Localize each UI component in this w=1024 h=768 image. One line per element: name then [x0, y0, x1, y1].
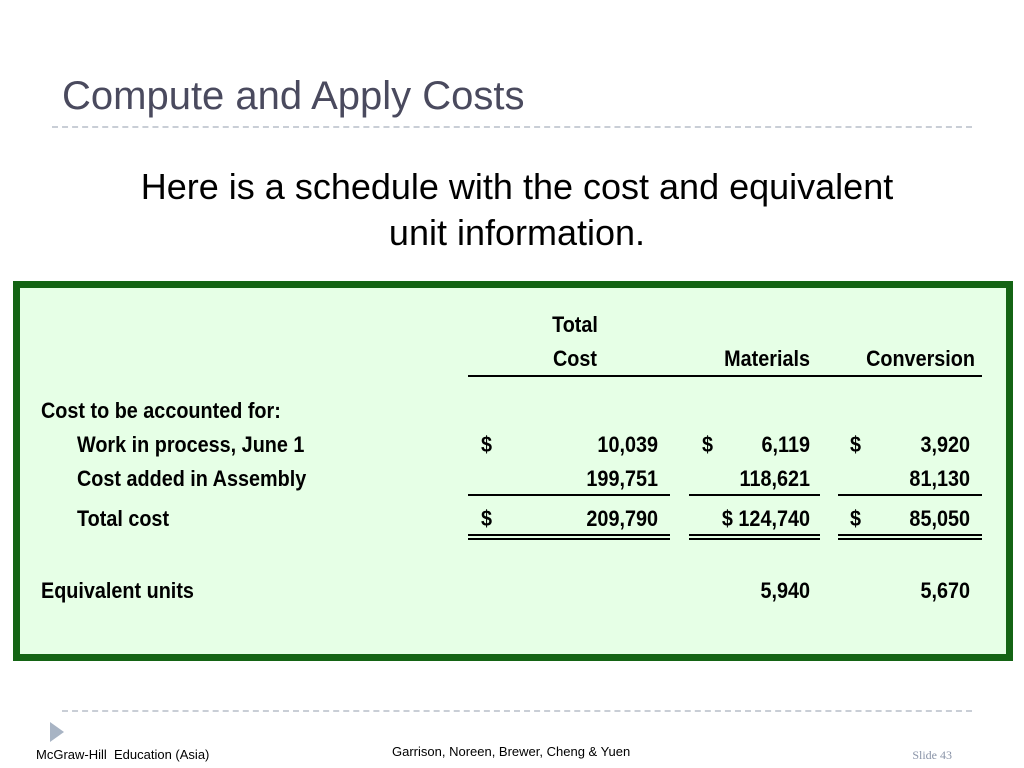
slide-subtitle [62, 164, 972, 256]
row-added-conversion: 81,130 [909, 466, 970, 491]
equivalent-units-label: Equivalent units [41, 578, 194, 603]
total-row-label: Total cost [77, 506, 170, 531]
equivalent-units-materials: 5,940 [760, 578, 810, 603]
cost-schedule-table [13, 281, 1013, 661]
row-wip-conversion: 3,920 [920, 432, 970, 457]
total-row-total-currency: $ [481, 506, 493, 531]
footer-divider [62, 710, 972, 712]
row-added-total: 199,751 [586, 466, 658, 491]
subtitle-line-2: unit information. [388, 212, 646, 253]
header-underline [468, 375, 982, 377]
row-wip-conversion-currency: $ [850, 432, 862, 457]
total-row-conversion: 85,050 [909, 506, 970, 531]
subtotal-rule-conversion [838, 494, 982, 496]
row-wip-materials: 6,119 [761, 432, 810, 457]
header-total-line2: Cost [552, 346, 597, 371]
section-label: Cost to be accounted for: [41, 398, 281, 423]
total-double-rule-total [468, 534, 670, 540]
header-materials: Materials [724, 346, 810, 371]
subtitle-line-1: Here is a schedule with the cost and equivalent [140, 166, 894, 207]
row-added-materials: 118,621 [739, 466, 810, 491]
equivalent-units-conversion: 5,670 [920, 578, 970, 603]
total-row-materials: $ 124,740 [721, 506, 810, 531]
row-wip-materials-currency: $ [702, 432, 714, 457]
total-double-rule-conversion [838, 534, 982, 540]
footer-publisher: McGraw-Hill Education (Asia) [36, 747, 210, 762]
title-divider [52, 126, 972, 128]
slide-title: Compute and Apply Costs [62, 74, 525, 118]
play-arrow-icon [50, 722, 64, 742]
subtotal-rule-total [468, 494, 670, 496]
row-label-added: Cost added in Assembly [77, 466, 307, 491]
total-row-total: 209,790 [586, 506, 658, 531]
total-row-conversion-currency: $ [850, 506, 862, 531]
subtotal-rule-materials [689, 494, 820, 496]
row-label-wip: Work in process, June 1 [77, 432, 305, 457]
row-wip-total-currency: $ [481, 432, 493, 457]
total-double-rule-materials [689, 534, 820, 540]
footer-slide-number: Slide 43 [912, 748, 952, 762]
row-wip-total: 10,039 [597, 432, 658, 457]
footer-authors: Garrison, Noreen, Brewer, Cheng & Yuen [392, 744, 631, 759]
header-conversion: Conversion [866, 346, 975, 371]
header-total-line1: Total [552, 312, 598, 337]
